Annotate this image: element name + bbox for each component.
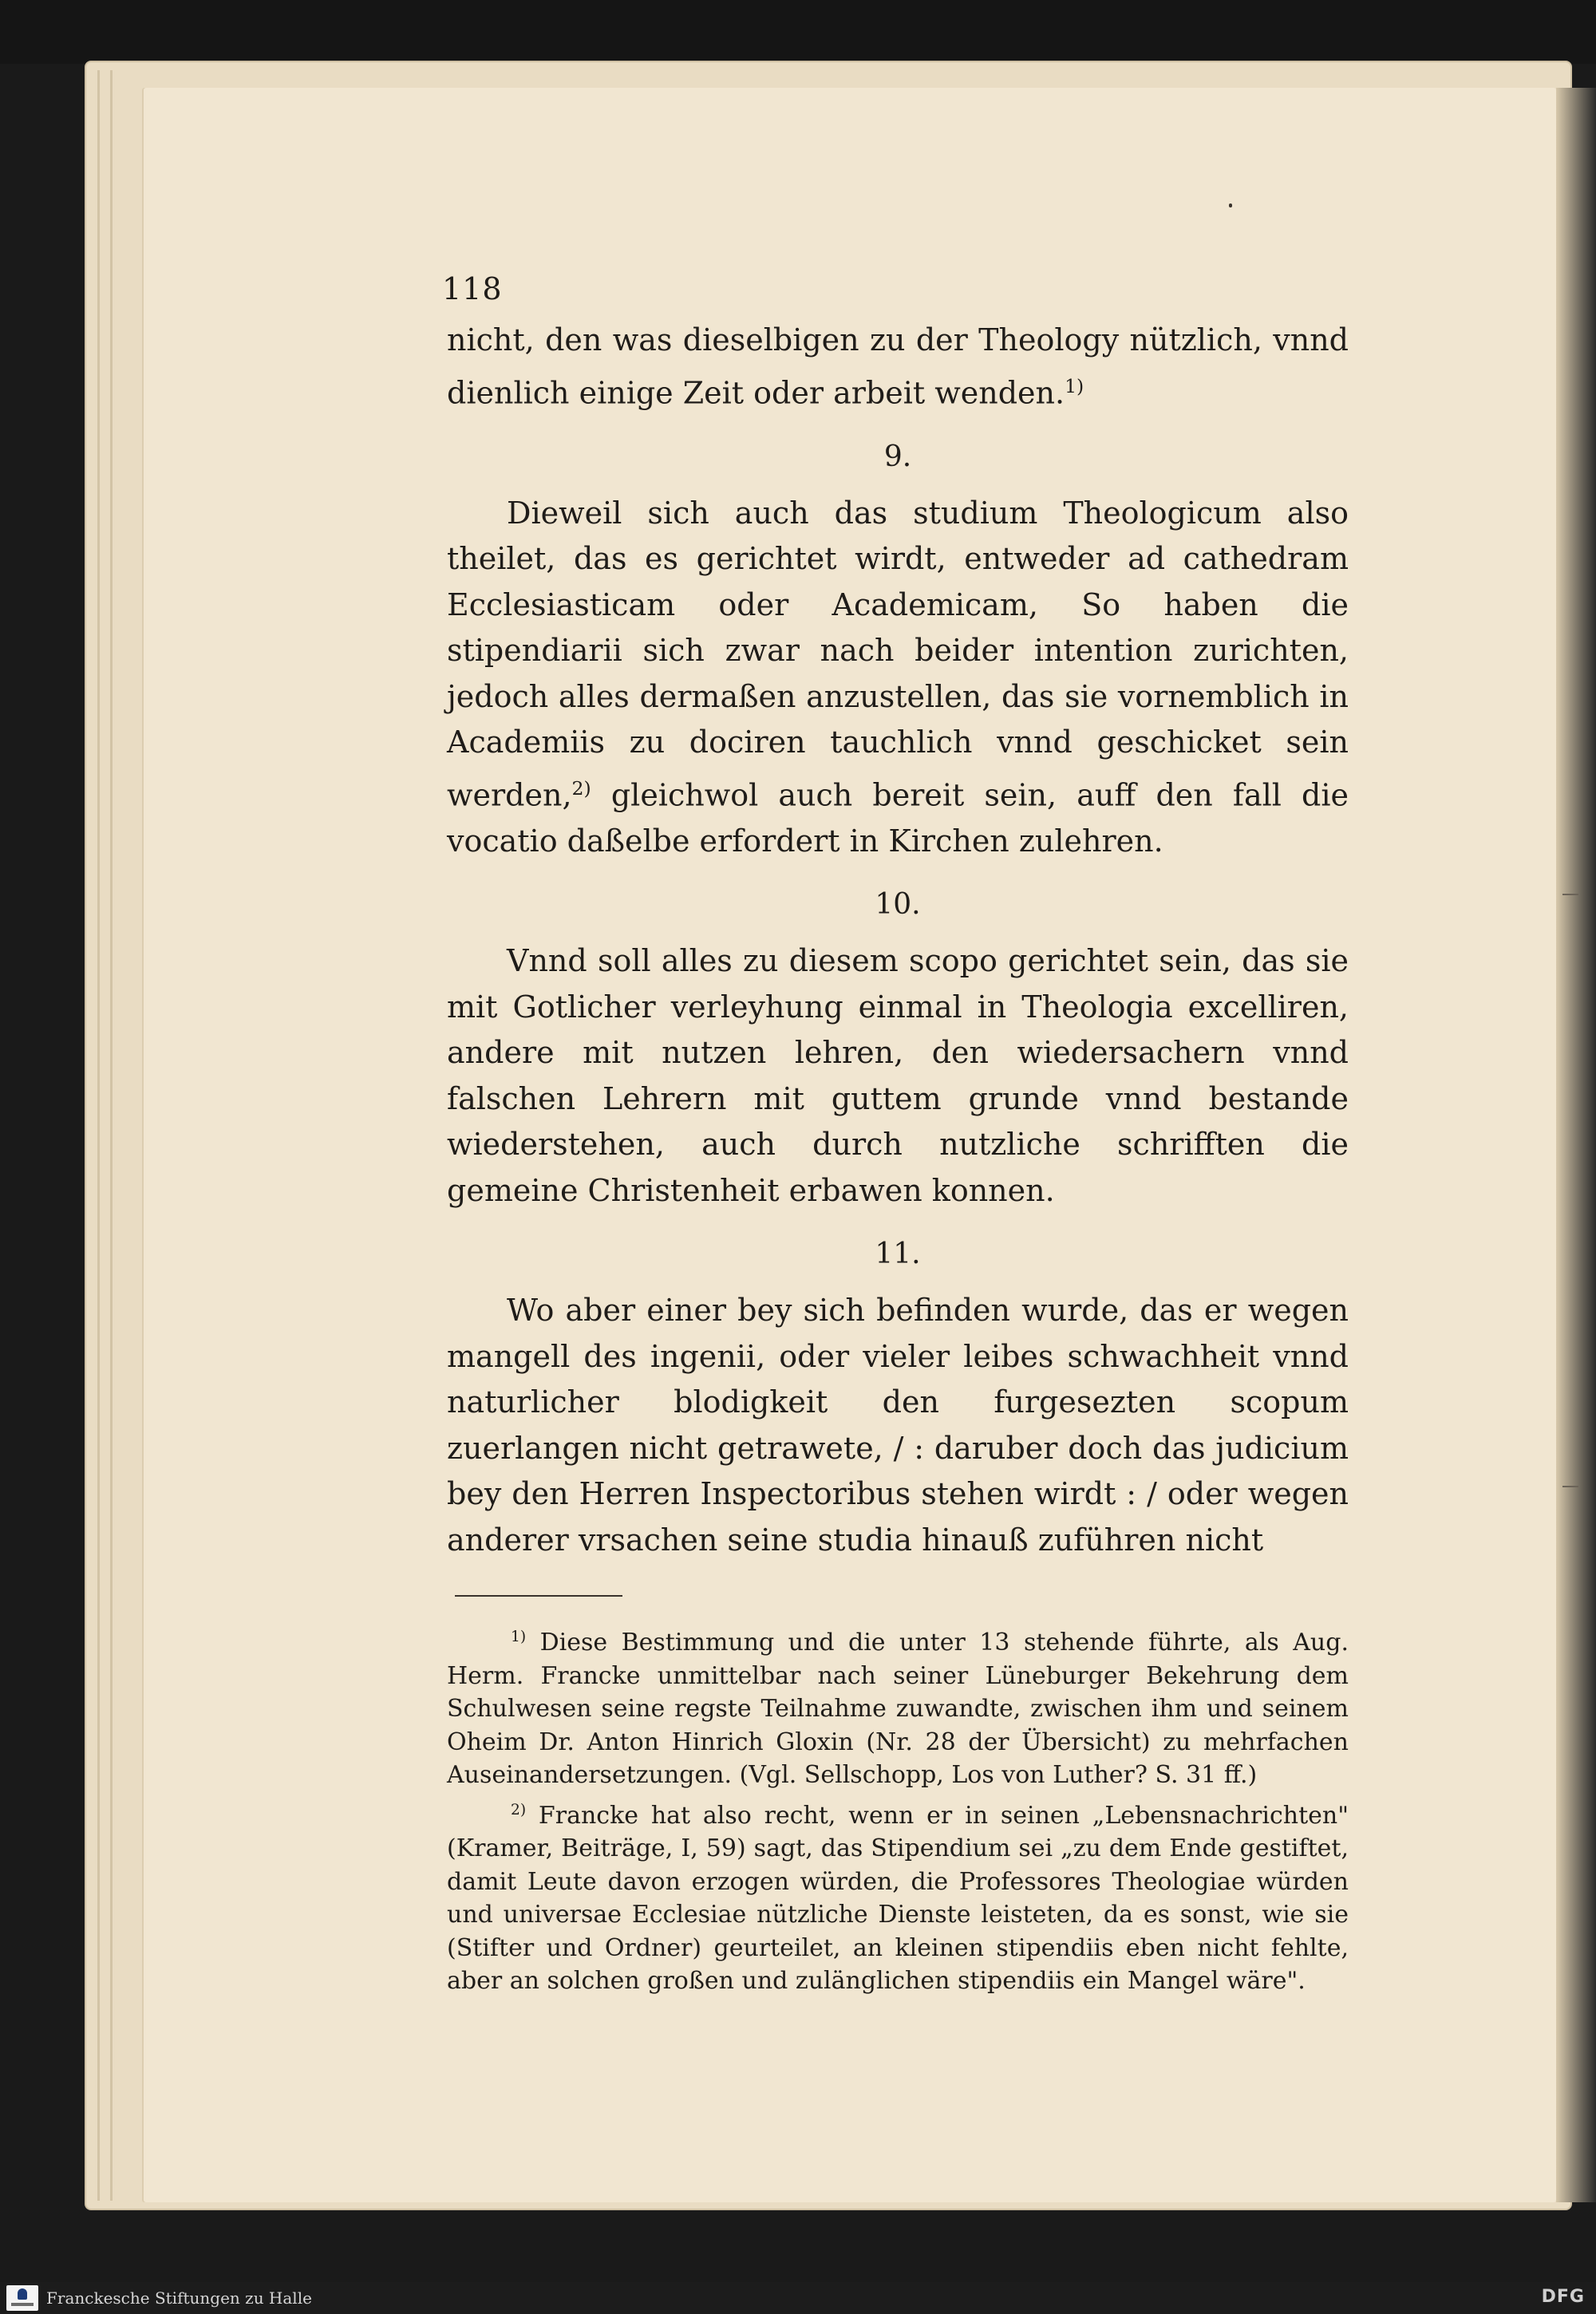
dfg-logo: DFG xyxy=(1541,2287,1585,2307)
margin-tick xyxy=(1562,1486,1578,1487)
section-number: 11. xyxy=(875,1238,921,1271)
section-text: Dieweil sich auch das studium Theologicum also theilet, das es gerichtet wirdt, entweder ad cathedram Ecclesiasticam oder Academicam, So haben die stipendiarii sich zwar nach beider intention zurichten, jedoch alles dermaßen anzustellen, das sie vornemblich in Academiis zu dociren tauchlich vnnd geschicket sein werden, xyxy=(447,495,1349,813)
section-text-cont: gleichwol auch bereit sein, auff den fall die vocatio daßelbe erfordert in Kirchen zulehren. xyxy=(447,777,1349,859)
paragraph-continued xyxy=(447,318,1349,417)
viewer-footer-bar xyxy=(0,2282,1596,2314)
footnote-ref: 1) xyxy=(1065,374,1084,397)
institution-logo-icon xyxy=(6,2285,38,2311)
section-paragraph: Wo aber einer bey sich befinden wurde, das er wegen mangell des ingenii, oder vieler leibes schwachheit vnnd naturlicher blodigkeit den furgesezten scopum zuerlangen nicht getrawete, / : daruber doch das judicium bey den Herren Inspectoribus stehen wirdt : / oder wegen anderer vrsachen seine studia hinauß zuführen nicht xyxy=(447,1293,1349,1558)
section-paragraph: Vnnd soll alles zu diesem scopo gerichtet sein, das sie mit Gotlicher verleyhung einmal in Theologia excelliren, andere mit nutzen lehren, den wiedersachern vnnd falschen Lehrern mit guttem grunde vnnd bestande wiederstehen, auch durch nutzliche schrifften die gemeine Christenheit erbawen konnen. xyxy=(447,943,1349,1208)
body-text xyxy=(447,318,1349,1563)
page-content xyxy=(442,271,1349,2000)
footnote-divider xyxy=(455,1595,622,1597)
institution-name: Franckesche Stiftungen zu Halle xyxy=(46,2288,312,2308)
footnote xyxy=(447,1621,1349,1792)
footnote-text: Diese Bestimmung und die unter 13 stehende führte, als Aug. Herm. Francke unmittelbar nach seiner Lüneburger Bekehrung dem Schulwesen seine regste Teilnahme zuwandte, zwischen ihm und seinem Oheim Dr. Anton Hinrich Gloxin (Nr. 28 der Übersicht) zu mehrfachen Auseinandersetzungen. (Vgl. Sellschopp, Los von Luther? S. 31 ff.) xyxy=(447,1629,1349,1790)
print-speck xyxy=(1229,203,1232,207)
margin-tick xyxy=(1562,894,1578,895)
footnotes xyxy=(447,1621,1349,1998)
section-number: 10. xyxy=(875,888,921,922)
paragraph-text: nicht, den was dieselbigen zu der Theology nützlich, vnnd dienlich einige Zeit oder arbeit wenden. xyxy=(447,322,1349,411)
facing-page-edge xyxy=(1556,88,1596,2202)
page-number: 118 xyxy=(442,271,503,306)
footnote-text: Francke hat also recht, wenn er in seinen „Lebensnachrichten" (Kramer, Beiträge, I, 59) sagt, das Stipendium sei „zu dem Ende gestiftet, damit Leute davon erzogen würden, die Professores Theologiae würden und universae Ecclesiae nützliche Dienste leisteten, da es sonst, wie sie (Stifter und Ordner) geurteilet, an kleinen stipendiis eben nicht fehlte, aber an solchen großen und zulänglichen stipendiis ein Mangel wäre". xyxy=(447,1801,1349,1996)
footnote-ref: 2) xyxy=(571,776,591,800)
footnote-marker: 1) xyxy=(511,1629,527,1646)
footnote-marker: 2) xyxy=(511,1801,527,1818)
section-paragraph xyxy=(447,491,1349,865)
section-number: 9. xyxy=(883,440,912,473)
footnote xyxy=(447,1794,1349,1998)
scan-background-top xyxy=(0,0,1596,64)
